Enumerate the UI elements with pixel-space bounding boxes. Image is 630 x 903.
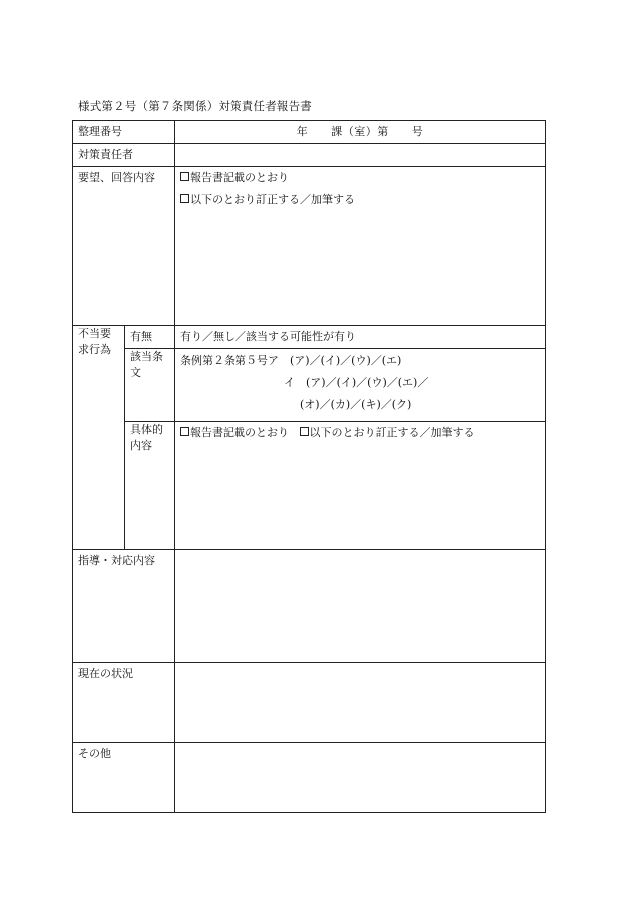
seiri-value[interactable]: 年 課（室）第 号 [175,121,546,144]
youbou-label: 要望、回答内容 [73,167,175,326]
sonota-field[interactable] [175,743,546,813]
gutai-content [175,422,546,550]
law-line-1[interactable]: 条例第２条第５号ア (ア)／(イ)／(ウ)／(エ) [180,354,402,367]
youbou-option-2-text: 以下のとおり訂正する／加筆する [190,193,355,206]
genzai-label: 現在の状況 [73,663,175,743]
gaitou-content [175,349,546,422]
form-title: 様式第２号（第７条関係）対策責任者報告書 [78,99,312,113]
law-line-3[interactable]: (オ)／(カ)／(キ)／(ク) [300,398,412,411]
row-seiri [73,121,546,144]
checkbox-icon[interactable] [180,194,189,203]
youbou-option-1-text: 報告書記載のとおり [190,171,289,184]
row-shidou [73,550,546,663]
row-youbou [73,167,546,326]
report-form-table [72,120,546,813]
sekininsha-value-field[interactable] [175,144,546,167]
row-sonota [73,743,546,813]
checkbox-icon[interactable] [180,427,189,436]
row-futou-gutai [73,422,546,550]
futou-label: 不当要求行為 [73,326,125,550]
row-genzai [73,663,546,743]
checkbox-icon[interactable] [300,427,309,436]
sekininsha-label: 対策責任者 [73,144,175,167]
gutai-options [180,425,540,441]
row-futou-umu [73,326,546,349]
gutai-label: 具体的内容 [125,422,175,550]
shidou-label: 指導・対応内容 [73,550,175,663]
row-sekininsha [73,144,546,167]
sonota-label: その他 [73,743,175,813]
gaitou-label: 該当条文 [125,349,175,422]
checkbox-icon[interactable] [180,172,189,181]
seiri-label: 整理番号 [73,121,175,144]
youbou-content [175,167,546,326]
law-line-2[interactable]: イ (ア)／(イ)／(ウ)／(エ)／ [284,376,429,389]
shidou-field[interactable] [175,550,546,663]
youbou-option-1[interactable] [180,170,540,192]
gutai-option-2-text: 以下のとおり訂正する／加筆する [309,426,475,439]
row-futou-gaitou [73,349,546,422]
gutai-option-1-text: 報告書記載のとおり [190,426,289,439]
umu-value[interactable]: 有り／無し／該当する可能性が有り [175,326,546,349]
youbou-option-2[interactable] [180,192,540,208]
genzai-field[interactable] [175,663,546,743]
umu-label: 有無 [125,326,175,349]
